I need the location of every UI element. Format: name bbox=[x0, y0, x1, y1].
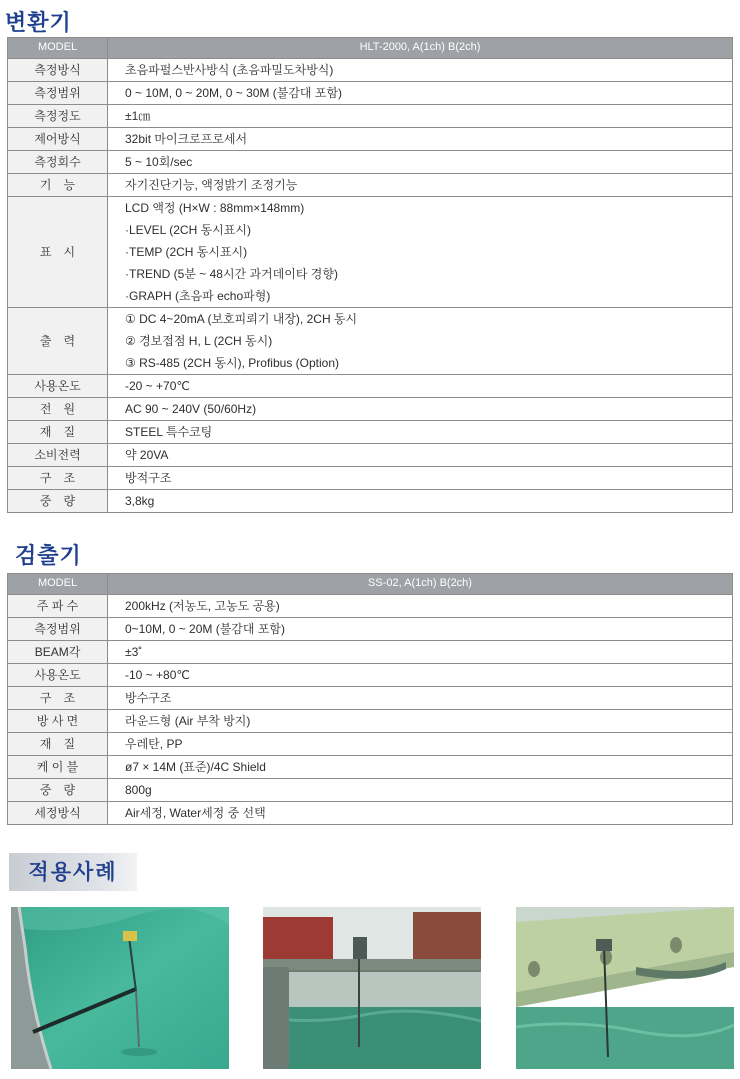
spec-value bbox=[108, 802, 733, 825]
spec-label: 기 능 bbox=[8, 174, 108, 197]
spec-value-line: 200kHz (저농도, 고농도 공용) bbox=[125, 599, 280, 613]
spec-value-line: ·TEMP (2CH 동시표시) bbox=[125, 245, 248, 259]
spec-label: 중 량 bbox=[8, 490, 108, 513]
spec-value bbox=[108, 105, 733, 128]
spec-value bbox=[108, 490, 733, 513]
application-photo-2 bbox=[263, 907, 481, 1069]
spec-value bbox=[108, 375, 733, 398]
spec-row bbox=[8, 82, 733, 105]
spec-label: 측정회수 bbox=[8, 151, 108, 174]
spec-label: 전 원 bbox=[8, 398, 108, 421]
spec-row bbox=[8, 490, 733, 513]
spec-row bbox=[8, 779, 733, 802]
converter-model-row bbox=[8, 38, 733, 59]
spec-label: 재 질 bbox=[8, 733, 108, 756]
spec-value-line: ③ RS-485 (2CH 동시), Profibus (Option) bbox=[125, 356, 340, 370]
spec-value-line: 3,8kg bbox=[125, 494, 155, 508]
spec-row bbox=[8, 467, 733, 490]
spec-value bbox=[108, 82, 733, 105]
spec-row bbox=[8, 151, 733, 174]
spec-label: 측정방식 bbox=[8, 59, 108, 82]
spec-value-line: 약 20VA bbox=[125, 448, 169, 462]
spec-label: 구 조 bbox=[8, 687, 108, 710]
spec-label: BEAM각 bbox=[8, 641, 108, 664]
spec-value bbox=[108, 687, 733, 710]
spec-label: 소비전력 bbox=[8, 444, 108, 467]
spec-label: 제어방식 bbox=[8, 128, 108, 151]
applications-title: 적용사례 bbox=[9, 853, 137, 891]
spec-row bbox=[8, 664, 733, 687]
spec-row bbox=[8, 105, 733, 128]
spec-value-line: STEEL 특수코팅 bbox=[125, 425, 213, 439]
spec-value-line: -20 ~ +70℃ bbox=[125, 379, 190, 393]
spec-value bbox=[108, 733, 733, 756]
spec-value-line: 0~10M, 0 ~ 20M (불감대 포함) bbox=[125, 622, 286, 636]
spec-label: 주 파 수 bbox=[8, 595, 108, 618]
spec-value bbox=[108, 444, 733, 467]
spec-label: 세정방식 bbox=[8, 802, 108, 825]
spec-value-line: ② 경보접점 H, L (2CH 동시) bbox=[125, 334, 273, 348]
spec-value bbox=[108, 308, 733, 375]
spec-value-line: LCD 액정 (H×W : 88mm×148mm) bbox=[125, 201, 305, 215]
spec-value-line: 800g bbox=[125, 783, 152, 797]
detector-title: 검출기 bbox=[15, 544, 82, 569]
spec-value-line: ·LEVEL (2CH 동시표시) bbox=[125, 223, 251, 237]
spec-label: 표 시 bbox=[8, 197, 108, 308]
spec-value bbox=[108, 618, 733, 641]
spec-row bbox=[8, 59, 733, 82]
spec-row bbox=[8, 421, 733, 444]
spec-row bbox=[8, 174, 733, 197]
spec-label: 재 질 bbox=[8, 421, 108, 444]
detector-spec-table bbox=[7, 573, 733, 825]
spec-row bbox=[8, 641, 733, 664]
model-value: HLT-2000, A(1ch) B(2ch) bbox=[108, 38, 733, 59]
spec-row bbox=[8, 128, 733, 151]
spec-value bbox=[108, 467, 733, 490]
spec-value bbox=[108, 779, 733, 802]
spec-value-line: ·GRAPH (초음파 echo파형) bbox=[125, 289, 271, 303]
spec-value-line: 우레탄, PP bbox=[125, 737, 183, 751]
model-label: MODEL bbox=[8, 574, 108, 595]
spec-row bbox=[8, 687, 733, 710]
spec-value-line: 라운드형 (Air 부착 방지) bbox=[125, 714, 251, 728]
spec-row bbox=[8, 444, 733, 467]
spec-value bbox=[108, 151, 733, 174]
spec-value-line: AC 90 ~ 240V (50/60Hz) bbox=[125, 402, 257, 416]
spec-row bbox=[8, 398, 733, 421]
spec-label: 출 력 bbox=[8, 308, 108, 375]
spec-row bbox=[8, 802, 733, 825]
spec-value bbox=[108, 128, 733, 151]
spec-value-line: ±3˚ bbox=[125, 645, 143, 659]
model-value: SS-02, A(1ch) B(2ch) bbox=[108, 574, 733, 595]
application-photo-3 bbox=[516, 907, 734, 1069]
spec-value-line: ·TREND (5분 ~ 48시간 과거데이타 경향) bbox=[125, 267, 338, 281]
spec-label: 사용온도 bbox=[8, 375, 108, 398]
spec-value bbox=[108, 595, 733, 618]
spec-value bbox=[108, 398, 733, 421]
spec-value-line: 초음파펄스반사방식 (초음파밀도차방식) bbox=[125, 63, 334, 77]
spec-value-line: 5 ~ 10회/sec bbox=[125, 155, 193, 169]
spec-value-line: 0 ~ 10M, 0 ~ 20M, 0 ~ 30M (불감대 포함) bbox=[125, 86, 343, 100]
spec-value bbox=[108, 174, 733, 197]
spec-label: 측정범위 bbox=[8, 618, 108, 641]
spec-value-line: 32bit 마이크로프로세서 bbox=[125, 132, 248, 146]
spec-label: 사용온도 bbox=[8, 664, 108, 687]
spec-row bbox=[8, 733, 733, 756]
spec-label: 구 조 bbox=[8, 467, 108, 490]
spec-value bbox=[108, 421, 733, 444]
spec-label: 케 이 블 bbox=[8, 756, 108, 779]
spec-value-line: ① DC 4~20mA (보호피뢰기 내장), 2CH 동시 bbox=[125, 312, 358, 326]
spec-value bbox=[108, 664, 733, 687]
spec-label: 방 사 면 bbox=[8, 710, 108, 733]
spec-value-line: ±1㎝ bbox=[125, 109, 151, 123]
spec-row bbox=[8, 375, 733, 398]
spec-value bbox=[108, 59, 733, 82]
spec-row bbox=[8, 756, 733, 779]
spec-value-line: ø7 × 14M (표준)/4C Shield bbox=[125, 760, 266, 774]
spec-row bbox=[8, 618, 733, 641]
spec-value bbox=[108, 197, 733, 308]
converter-title: 변환기 bbox=[5, 11, 72, 36]
spec-value bbox=[108, 641, 733, 664]
spec-label: 중 량 bbox=[8, 779, 108, 802]
spec-row bbox=[8, 308, 733, 375]
spec-value-line: 방수구조 bbox=[125, 691, 172, 705]
spec-row bbox=[8, 595, 733, 618]
application-photo-1 bbox=[11, 907, 229, 1069]
spec-row bbox=[8, 710, 733, 733]
spec-value-line: -10 ~ +80℃ bbox=[125, 668, 190, 682]
model-label: MODEL bbox=[8, 38, 108, 59]
spec-value-line: Air세정, Water세정 중 선택 bbox=[125, 806, 266, 820]
spec-label: 측정범위 bbox=[8, 82, 108, 105]
spec-value-line: 자기진단기능, 액정밝기 조정기능 bbox=[125, 178, 298, 192]
spec-value bbox=[108, 756, 733, 779]
spec-row bbox=[8, 197, 733, 308]
detector-model-row bbox=[8, 574, 733, 595]
spec-value bbox=[108, 710, 733, 733]
converter-spec-table bbox=[7, 37, 733, 513]
spec-value-line: 방적구조 bbox=[125, 471, 172, 485]
spec-label: 측정정도 bbox=[8, 105, 108, 128]
